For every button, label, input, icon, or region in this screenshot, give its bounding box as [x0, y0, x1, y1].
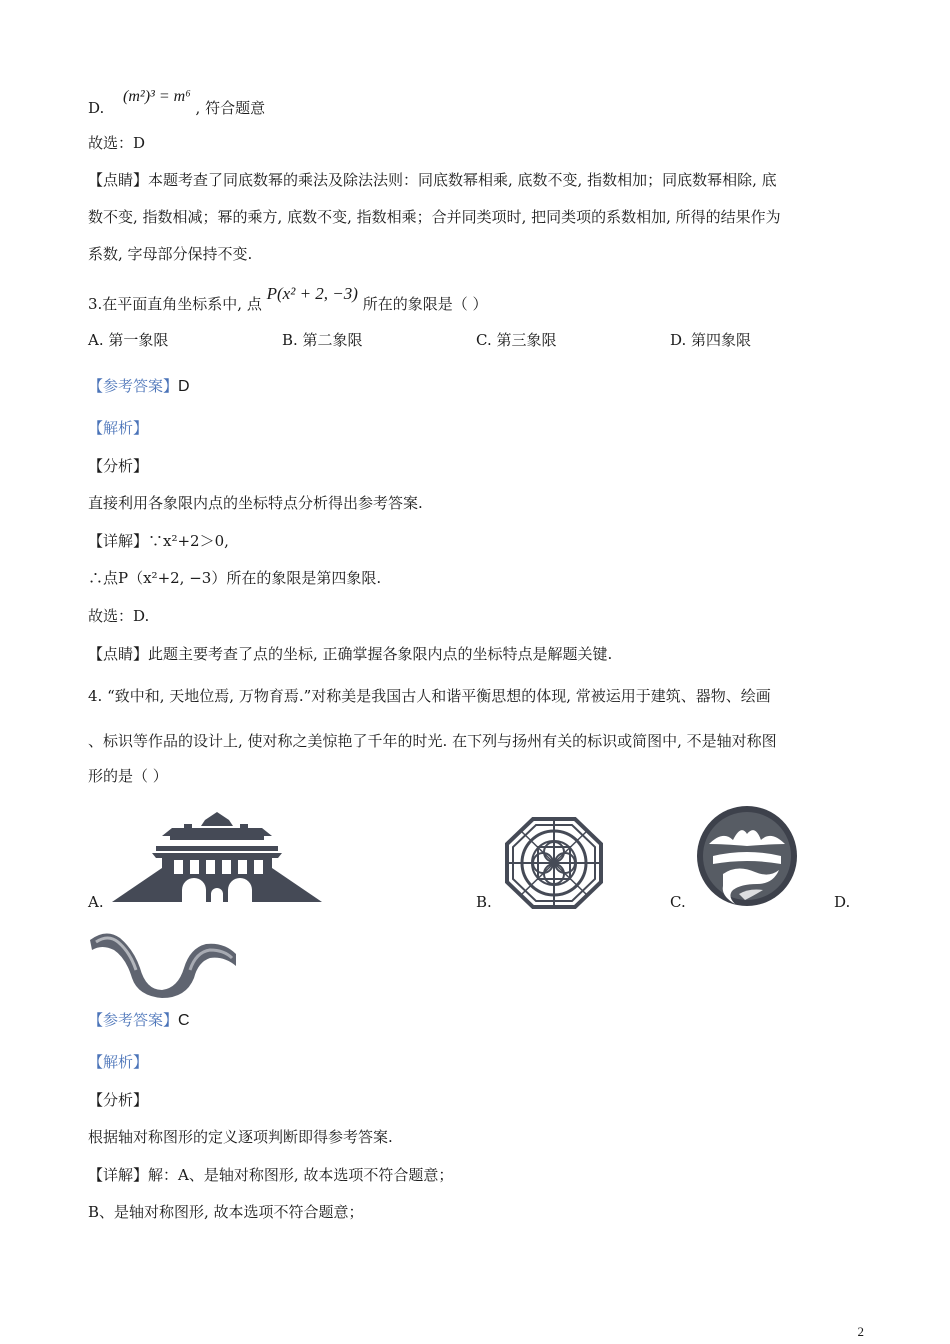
river-curve-figure: [86, 922, 242, 1000]
q4-option-a-label: A.: [88, 893, 104, 911]
q3-comment: 【点睛】此题主要考查了点的坐标, 正确掌握各象限内点的坐标特点是解题关键.: [88, 645, 613, 663]
page-number: 2: [857, 1324, 864, 1339]
q3-option-c: C. 第三象限: [476, 331, 557, 349]
prev-comment-line-1: 【点睛】本题考查了同底数幂的乘法及除法法则：同底数幂相乘, 底数不变, 指数相加；同底数幂相除, 底: [88, 171, 777, 189]
circular-emblem-figure: [693, 800, 801, 912]
q3-answer: 故选：D.: [88, 607, 150, 625]
q3-stem: [88, 284, 488, 314]
q4-fenxi-heading: 【分析】: [88, 1091, 149, 1109]
q3-detail-line-2: ∴点P（x²+2, −3）所在的象限是第四象限.: [88, 569, 382, 587]
prev-comment-line-3: 系数, 字母部分保持不变.: [88, 245, 253, 263]
option-d-line: [88, 88, 266, 119]
q3-jiexi-heading: 【解析】: [88, 419, 149, 437]
option-d-math: (m²)³ = m⁶: [123, 88, 191, 105]
q3-option-d: D. 第四象限: [670, 331, 752, 349]
q4-stem-line-3: 形的是（ ）: [88, 767, 168, 785]
q3-option-a: A. 第一象限: [88, 331, 169, 349]
q3-fenxi-text: 直接利用各象限内点的坐标特点分析得出参考答案.: [88, 494, 423, 512]
q3-option-b: B. 第二象限: [282, 331, 363, 349]
q4-detail-line-1: 【详解】解：A、是轴对称图形, 故本选项不符合题意；: [88, 1166, 454, 1184]
q3-stem-pre: 3.在平面直角坐标系中, 点: [88, 295, 262, 313]
q4-option-d-label: D.: [834, 893, 851, 911]
q4-reference-answer: [88, 1010, 190, 1031]
q4-jiexi-heading: 【解析】: [88, 1053, 149, 1071]
q3-ref-label: 【参考答案】: [88, 377, 179, 395]
q4-option-b-label: B.: [476, 893, 492, 911]
q4-ref-value: C: [178, 1012, 190, 1029]
q3-stem-math: P(x² + 2, −3): [266, 284, 358, 303]
lattice-window-figure: [505, 817, 603, 909]
pavilion-bridge-figure: [112, 810, 322, 902]
q3-detail-line-1: 【详解】∵x²+2＞0,: [88, 532, 229, 550]
prev-comment-line-2: 数不变, 指数相减；幂的乘方, 底数不变, 指数相乘；合并同类项时, 把同类项的系数相加, 所得的结果作为: [88, 208, 781, 226]
q4-stem-line-1: 4. “致中和, 天地位焉, 万物育焉.”对称美是我国古人和谐平衡思想的体现, 常被运用于建筑、器物、绘画: [88, 687, 771, 705]
q3-fenxi-heading: 【分析】: [88, 457, 149, 475]
q3-stem-post: 所在的象限是（ ）: [362, 295, 488, 313]
prev-answer: 故选：D: [88, 134, 146, 152]
option-d-label: D.: [88, 99, 105, 117]
option-d-comment: , 符合题意: [195, 99, 266, 117]
q4-detail-line-2: B、是轴对称图形, 故本选项不符合题意；: [88, 1203, 364, 1221]
q4-fenxi-text: 根据轴对称图形的定义逐项判断即得参考答案.: [88, 1128, 393, 1146]
q4-option-c-label: C.: [670, 893, 686, 911]
q4-stem-line-2: 、标识等作品的设计上, 使对称之美惊艳了千年的时光. 在下列与扬州有关的标识或简图中, 不是轴对称图: [88, 732, 777, 750]
q4-ref-label: 【参考答案】: [88, 1011, 179, 1029]
q3-reference-answer: [88, 376, 190, 397]
q3-ref-value: D: [178, 378, 190, 395]
